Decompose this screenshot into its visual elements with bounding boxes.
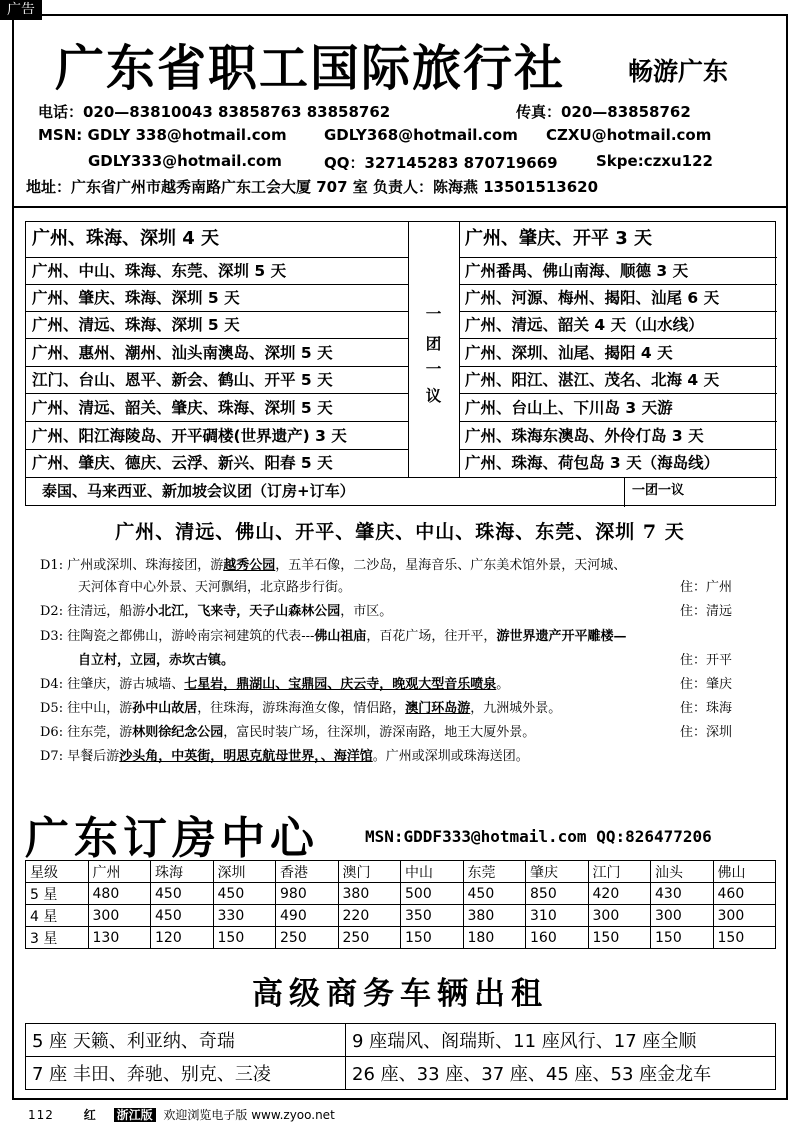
tour-bottom-right: 一团一议: [632, 483, 685, 498]
col-header: 东莞: [463, 861, 526, 883]
middle-label-3: 一: [425, 360, 442, 378]
table-cell: 150: [713, 927, 776, 949]
table-cell: 490: [276, 905, 339, 927]
itinerary-heading: 广州、清远、佛山、开平、肇庆、中山、珠海、东莞、深圳 7 天: [115, 521, 685, 543]
col-header: 广州: [88, 861, 151, 883]
middle-label-4: 议: [425, 387, 442, 405]
day-3-line-2: 自立村，立园，赤坎古镇。: [78, 653, 235, 668]
table-cell: 450: [151, 905, 214, 927]
table-cell: 450: [463, 883, 526, 905]
hotel-price-table: [25, 860, 776, 949]
msn-1: MSN: GDLY 338@hotmail.com: [38, 126, 287, 144]
day-6-stay: 住：深圳: [680, 725, 733, 740]
tour-right-0: 广州、肇庆、开平 3 天: [465, 228, 653, 249]
tour-left-7: 广州、阳江海陵岛、开平碉楼(世界遗产) 3 天: [32, 427, 347, 445]
divider: [624, 477, 625, 507]
car-rental-title: 高级商务车辆出租: [252, 976, 548, 1012]
tour-left-5: 江门、台山、恩平、新会、鹤山、开平 5 天: [32, 371, 333, 389]
car-cell: 7 座 丰田、奔驰、别克、三凌: [26, 1057, 346, 1090]
col-header: 汕头: [651, 861, 714, 883]
page-footer: [28, 1106, 335, 1123]
table-cell: 310: [526, 905, 589, 927]
tours-table: [25, 221, 776, 506]
table-cell: 430: [651, 883, 714, 905]
table-cell: 150: [213, 927, 276, 949]
phone-line: 电话：020—83810043 83858763 83858762: [38, 103, 391, 121]
day-7: D7: 早餐后游沙头角，中英街，明思克航母世界，、海洋馆。广州或深圳或珠海送团。: [40, 749, 529, 764]
tour-right-6: 广州、台山上、下川岛 3 天游: [465, 399, 673, 417]
table-cell: 180: [463, 927, 526, 949]
table-cell: 150: [588, 927, 651, 949]
tour-left-2: 广州、肇庆、珠海、深圳 5 天: [32, 289, 240, 307]
col-header: 佛山: [713, 861, 776, 883]
slogan: 畅游广东: [628, 57, 729, 86]
skype-line: Skpe:czxu122: [596, 152, 713, 170]
table-row: [26, 1057, 776, 1090]
day-5: D5: 往中山，游孙中山故居，往珠海，游珠海渔女像，情侣路，澳门环岛游，九洲城外景。: [40, 701, 562, 716]
table-cell: 450: [151, 883, 214, 905]
col-header: 江门: [588, 861, 651, 883]
table-cell: 850: [526, 883, 589, 905]
table-cell: 150: [651, 927, 714, 949]
middle-label-2: 团: [425, 335, 442, 353]
tour-right-1: 广州番禺、佛山南海、顺德 3 天: [465, 262, 689, 280]
edition-badge: 浙江版: [114, 1108, 156, 1122]
car-cell: 5 座 天籁、利亚纳、奇瑞: [26, 1024, 346, 1057]
table-cell: 330: [213, 905, 276, 927]
table-cell: 980: [276, 883, 339, 905]
email-1: GDLY333@hotmail.com: [88, 152, 282, 170]
tour-left-1: 广州、中山、珠海、东莞、深圳 5 天: [32, 262, 287, 280]
day-2-stay: 住：清远: [680, 604, 733, 619]
day-1-line-2: 天河体育中心外景、天河飘绢，北京路步行街。: [78, 580, 352, 595]
car-cell: 26 座、33 座、37 座、45 座、53 座金龙车: [346, 1057, 776, 1090]
car-cell: 9 座瑞风、阁瑞斯、11 座风行、17 座全顺: [346, 1024, 776, 1057]
tour-right-3: 广州、清远、韶关 4 天（山水线）: [465, 316, 704, 334]
table-cell: 4 星: [26, 905, 89, 927]
table-row: [26, 927, 776, 949]
table-cell: 480: [88, 883, 151, 905]
table-cell: 460: [713, 883, 776, 905]
tour-right-8: 广州、珠海、荷包岛 3 天（海岛线）: [465, 454, 720, 472]
agency-title: 广东省职工国际旅行社: [55, 39, 566, 97]
tour-right-4: 广州、深圳、汕尾、揭阳 4 天: [465, 344, 673, 362]
tour-left-0: 广州、珠海、深圳 4 天: [32, 228, 220, 249]
day-3-stay: 住：开平: [680, 653, 733, 668]
table-cell: 300: [713, 905, 776, 927]
ad-label: 广告: [0, 0, 42, 20]
day-5-stay: 住：珠海: [680, 701, 733, 716]
col-header: 澳门: [338, 861, 401, 883]
table-cell: 160: [526, 927, 589, 949]
day-4: D4: 往肇庆，游古城墙、七星岩，鼎湖山、宝鼎园、庆云寺，晚观大型音乐喷泉。: [40, 677, 510, 692]
table-cell: 500: [401, 883, 464, 905]
msn-2: GDLY368@hotmail.com: [324, 126, 518, 144]
table-cell: 300: [588, 905, 651, 927]
col-header: 中山: [401, 861, 464, 883]
table-cell: 120: [151, 927, 214, 949]
col-header: 珠海: [151, 861, 214, 883]
tour-right-7: 广州、珠海东澳岛、外伶仃岛 3 天: [465, 427, 704, 445]
website-link[interactable]: 欢迎浏览电子版 www.zyoo.net: [163, 1108, 335, 1122]
table-cell: 300: [651, 905, 714, 927]
day-6: D6: 往东莞，游林则徐纪念公园，富民时装广场，往深圳，游深南路，地王大厦外景。: [40, 725, 536, 740]
tour-left-6: 广州、清远、韶关、肇庆、珠海、深圳 5 天: [32, 399, 333, 417]
tour-right-2: 广州、河源、梅州、揭阳、汕尾 6 天: [465, 289, 720, 307]
col-header: 深圳: [213, 861, 276, 883]
table-row: [26, 905, 776, 927]
col-header: 肇庆: [526, 861, 589, 883]
page-number: 112: [28, 1108, 54, 1122]
car-rental-table: [25, 1023, 776, 1090]
table-cell: 150: [401, 927, 464, 949]
hotel-header-row: [26, 861, 776, 883]
table-cell: 130: [88, 927, 151, 949]
table-cell: 220: [338, 905, 401, 927]
col-header: 星级: [26, 861, 89, 883]
table-cell: 450: [213, 883, 276, 905]
day-4-stay: 住：肇庆: [680, 677, 733, 692]
table-cell: 250: [276, 927, 339, 949]
day-3: D3: 往陶瓷之都佛山，游岭南宗祠建筑的代表---佛山祖庙，百花广场，往开平，游世界遗产开平雕楼—: [40, 629, 627, 644]
color-label: 红: [83, 1108, 96, 1122]
booking-contact: MSN:GDDF333@hotmail.com QQ:826477206: [365, 827, 712, 846]
address-line: 地址：广东省广州市越秀南路广东工会大厦 707 室 负责人：陈海燕 13501513620: [26, 178, 599, 196]
qq-line: QQ：327145283 870719669: [324, 154, 558, 172]
booking-title: 广东订房中心: [25, 813, 319, 864]
table-cell: 350: [401, 905, 464, 927]
msn-3: CZXU@hotmail.com: [546, 126, 712, 144]
table-cell: 380: [463, 905, 526, 927]
table-cell: 5 星: [26, 883, 89, 905]
table-cell: 380: [338, 883, 401, 905]
table-row: [26, 883, 776, 905]
tour-left-3: 广州、清远、珠海、深圳 5 天: [32, 316, 240, 334]
tour-right-5: 广州、阳江、湛江、茂名、北海 4 天: [465, 371, 720, 389]
fax-line: 传真：020—83858762: [516, 103, 691, 121]
col-header: 香港: [276, 861, 339, 883]
tour-left-4: 广州、惠州、潮州、汕头南澳岛、深圳 5 天: [32, 344, 333, 362]
table-cell: 250: [338, 927, 401, 949]
divider: [12, 206, 788, 208]
table-cell: 300: [88, 905, 151, 927]
table-row: [26, 1024, 776, 1057]
day-1: D1: 广州或深圳、珠海接团，游越秀公园，五羊石像，二沙岛，星海音乐、广东美术馆外景，天河城、: [40, 558, 627, 573]
tour-bottom-left: 泰国、马来西亚、新加坡会议团（订房+订车）: [42, 482, 355, 500]
table-cell: 3 星: [26, 927, 89, 949]
tour-left-8: 广州、肇庆、德庆、云浮、新兴、阳春 5 天: [32, 454, 333, 472]
middle-label-1: 一: [425, 305, 442, 323]
day-2: D2: 往清远，船游小北江，飞来寺，天子山森林公园，市区。: [40, 604, 393, 619]
table-cell: 420: [588, 883, 651, 905]
day-1-stay: 住：广州: [680, 580, 733, 595]
